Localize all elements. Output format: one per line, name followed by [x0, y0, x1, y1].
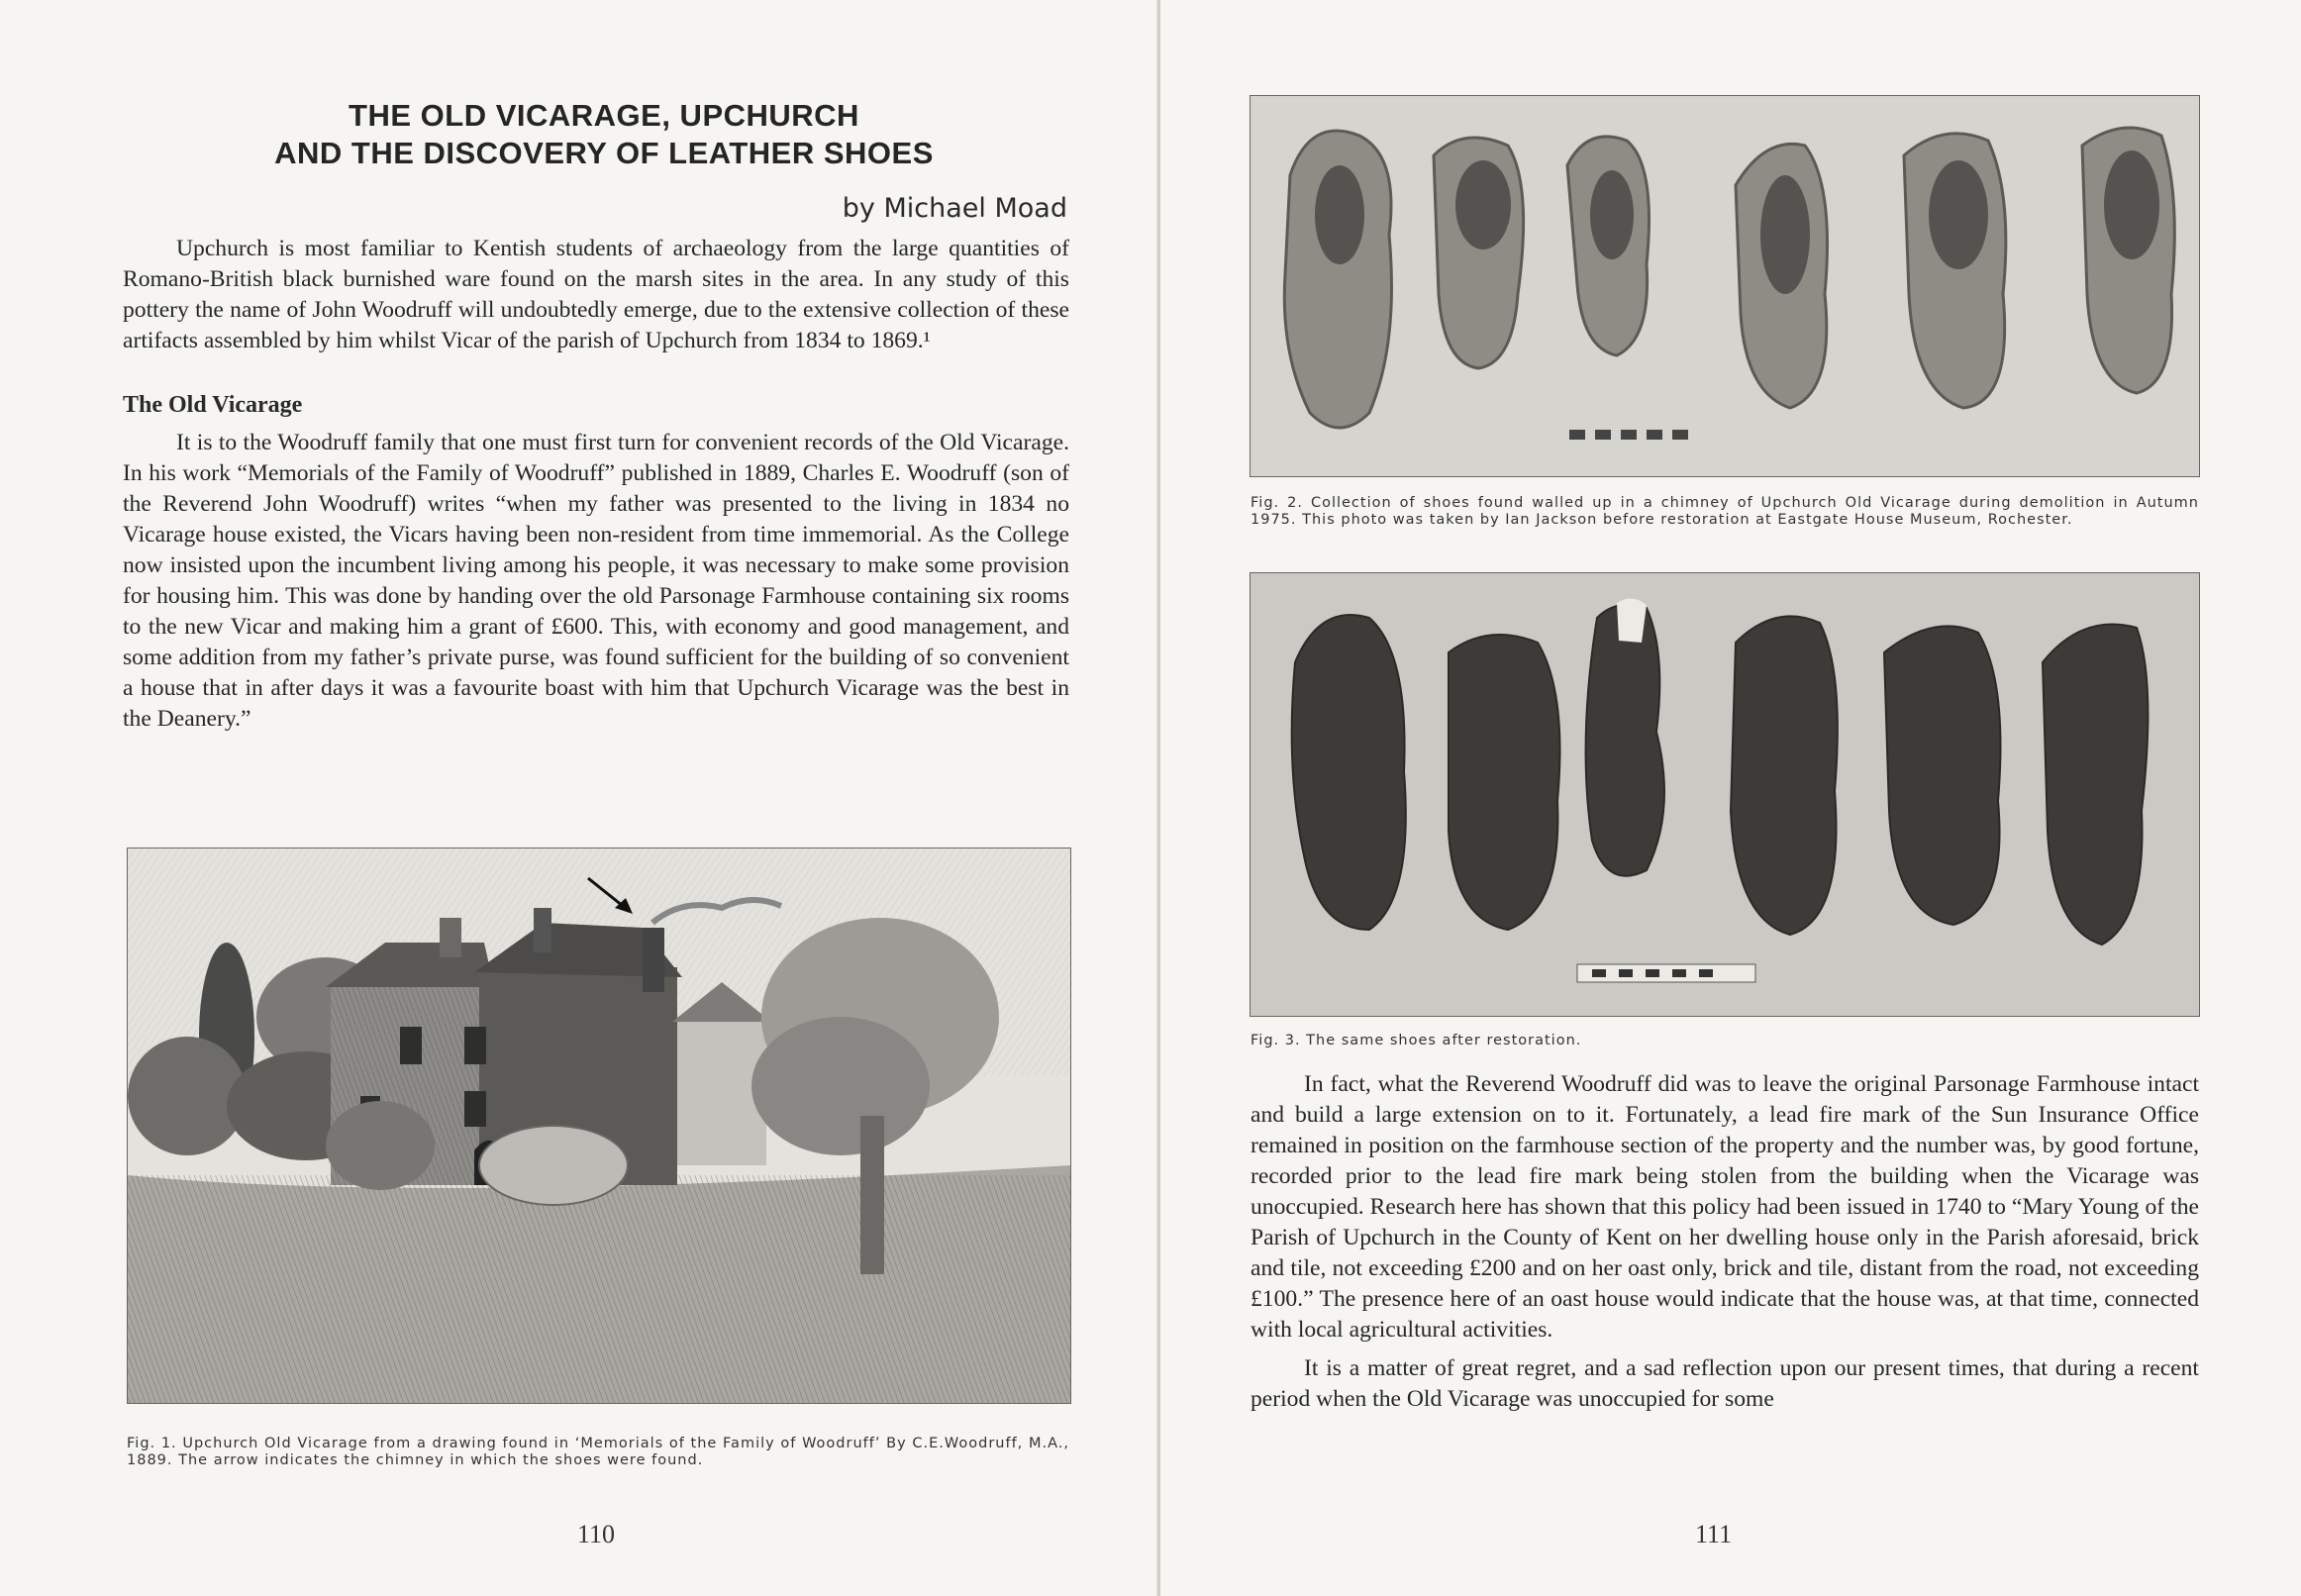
article-title	[119, 97, 1089, 172]
right-paragraph-1: In fact, what the Reverend Woodruff did was to leave the original Parsonage Farmhouse intact and build a large extension on to it. Fortunately, a lead fire mark of the Sun Insurance Office remained in position on the farmhouse section of the property and the number was, by good fortune, recorded prior to the lead fire mark being stolen from the building when the Vicarage was unoccupied. Research here has shown that this policy had been issued in 1740 to “Mary Young of the Parish of Upchurch in the County of Kent on her dwelling house only in the Parish aforesaid, brick and tile, not exceeding £200 and on her oast only, brick and tile, distant from the road, not exceeding £100.” The presence here of an oast house would indicate that the house was, at that time, connected with local agricultural activities.	[1251, 1071, 2199, 1343]
intro-text: Upchurch is most familiar to Kentish students of archaeology from the large quantities of Romano-British black burnished ware found on the marsh sites in the area. In any study of this pottery the name of John Woodruff will undoubtedly emerge, due to the extensive collection of these artifacts assembled by him whilst Vicar of the parish of Upchurch from 1834 to 1869.¹	[123, 236, 1069, 353]
fig2-caption: Fig. 2. Collection of shoes found walled up in a chimney of Upchurch Old Vicarage during demolition in Autumn 1975. This photo was taken by Ian Jackson before restoration at Eastgate House Museum, Rochester.	[1251, 495, 2199, 528]
fig1-caption: Fig. 1. Upchurch Old Vicarage from a drawing found in ‘Memorials of the Family of Woodruff’ By C.E.Woodruff, M.A., 1889. The arrow indicates the chimney in which the shoes were found.	[127, 1436, 1069, 1468]
section-heading: The Old Vicarage	[123, 392, 303, 418]
section-body-text: It is to the Woodruff family that one must first turn for convenient records of the Old Vicarage. In his work “Memorials of the Family of Woodruff” published in 1889, Charles E. Woodruff (son of the Reverend John Woodruff) writes “when my father was presented to the living in 1834 no Vicarage house existed, the Vicars having been non-resident from time immemorial. As the College now insisted upon the incumbent living among his people, it was necessary to make some provision for housing him. This was done by handing over the old Parsonage Farmhouse containing six rooms to the new Vicar and making him a grant of £600. This, with economy and good management, and some addition from my father’s private purse, was found sufficient for the building of so convenient a house that in after days it was a favourite boast with him that Upchurch Vicarage was the best in the Deanery.”	[123, 430, 1069, 732]
title-line-1: THE OLD VICARAGE, UPCHURCH	[349, 98, 859, 133]
title-line-2: AND THE DISCOVERY OF LEATHER SHOES	[274, 136, 934, 170]
page-number-left: 110	[577, 1520, 616, 1548]
page-number-right: 111	[1695, 1520, 1733, 1548]
fig3-restored-shoes-photo	[1250, 572, 2200, 1017]
intro-paragraph	[123, 234, 1069, 356]
right-paragraph-2: It is a matter of great regret, and a sad reflection upon our present times, that during a recent period when the Old Vicarage was unoccupied for some	[1251, 1355, 2199, 1412]
fig2-shoes-photo	[1250, 95, 2200, 477]
section-body	[123, 428, 1069, 735]
fig3-caption: Fig. 3. The same shoes after restoration.	[1251, 1033, 1582, 1048]
fig1-vicarage-drawing	[127, 848, 1071, 1404]
right-body-text	[1251, 1069, 2199, 1415]
author-byline: by Michael Moad	[842, 193, 1067, 224]
